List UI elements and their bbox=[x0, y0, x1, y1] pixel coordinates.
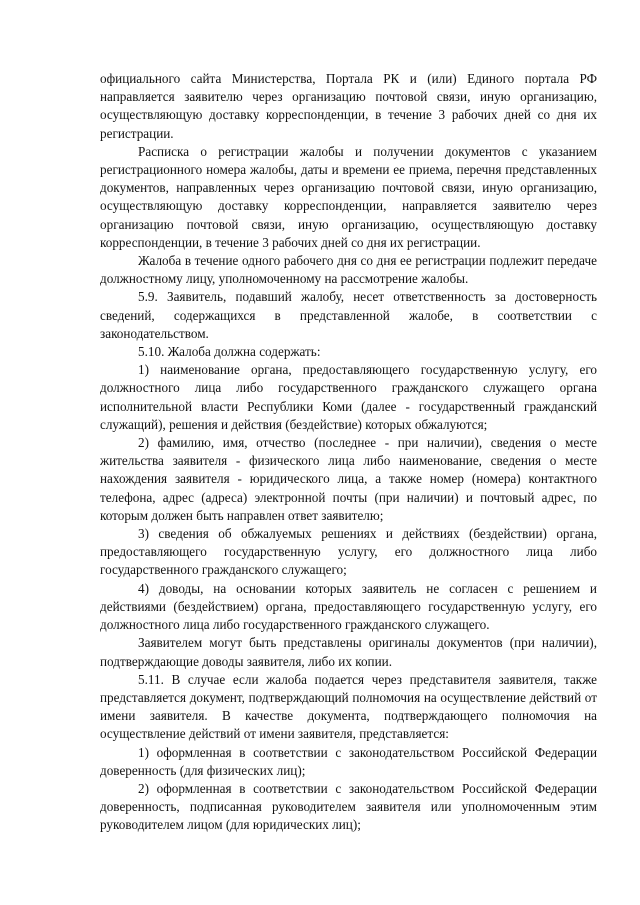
paragraph-transfer: Жалоба в течение одного рабочего дня со дня ее регистрации подлежит передаче должностному лицу, уполномоченному на рассмотрение жалобы. bbox=[100, 253, 597, 287]
list-item-5-10-2: 2) фамилию, имя, отчество (последнее - при наличии), сведения о месте жительства заявителя - физического лица либо наименование, сведения о месте нахождения заявителя - юридического лица, а также номер (номера) контактного телефона, адрес (адреса) электронной почты (при наличии) и почтовый адрес, по которым должен быть направлен ответ заявителю; bbox=[100, 435, 597, 523]
paragraph-receipt: Расписка о регистрации жалобы и получении документов с указанием регистрационного номера жалобы, даты и времени ее приема, перечня представленных документов, направленных через организацию почтовой связи, иную организацию, осуществляющую доставку корреспонденции, направляется заявителю через организацию почтовой связи, иную организацию, осуществляющую доставку корреспонденции, в течение 3 рабочих дней со дня их регистрации. bbox=[100, 143, 597, 250]
paragraph-originals: Заявителем могут быть представлены оригиналы документов (при наличии), подтверждающие доводы заявителя, либо их копии. bbox=[100, 635, 597, 669]
list-item-5-11-2: 2) оформленная в соответствии с законодательством Российской Федерации доверенность, подписанная руководителем заявителя или уполномоченным этим руководителем лицом (для юридических лиц); bbox=[100, 780, 597, 833]
document-page bbox=[100, 70, 597, 835]
paragraph-registration-notice-tail: официального сайта Министерства, Портала РК и (или) Единого портала РФ направляется заявителю через организацию почтовой связи, иную организацию, осуществляющую доставку корреспонденции, в течение 3 рабочих дней со дня их регистрации. bbox=[100, 71, 597, 141]
list-item-5-11-1: 1) оформленная в соответствии с законодательством Российской Федерации доверенность (для физических лиц); bbox=[100, 744, 597, 778]
paragraph-5-9: 5.9. Заявитель, подавший жалобу, несет ответственность за достоверность сведений, содержащихся в представленной жалобе, в соответствии с законодательством. bbox=[100, 289, 597, 341]
list-item-5-10-3: 3) сведения об обжалуемых решениях и действиях (бездействии) органа, предоставляющего государственную услугу, его должностного лица либо государственного гражданского служащего; bbox=[100, 526, 597, 578]
paragraph-5-11: 5.11. В случае если жалоба подается через представителя заявителя, также представляется документ, подтверждающий полномочия на осуществление действий от имени заявителя. В качестве документа, подтверждающего полномочия на осуществление действий от имени заявителя, представляется: bbox=[100, 671, 597, 742]
list-item-5-10-4: 4) доводы, на основании которых заявитель не согласен с решением и действиями (бездействием) органа, предоставляющего государственную услугу, его должностного лица либо государственного гражданского служащего. bbox=[100, 580, 597, 633]
paragraph-5-10: 5.10. Жалоба должна содержать: bbox=[138, 344, 321, 360]
list-item-5-10-1: 1) наименование органа, предоставляющего государственную услугу, его должностного лица либо государственного гражданского служащего органа исполнительной власти Республики Коми (далее - государственный гражданский служащий), решения и действия (бездействие) которых обжалуются; bbox=[100, 362, 597, 432]
